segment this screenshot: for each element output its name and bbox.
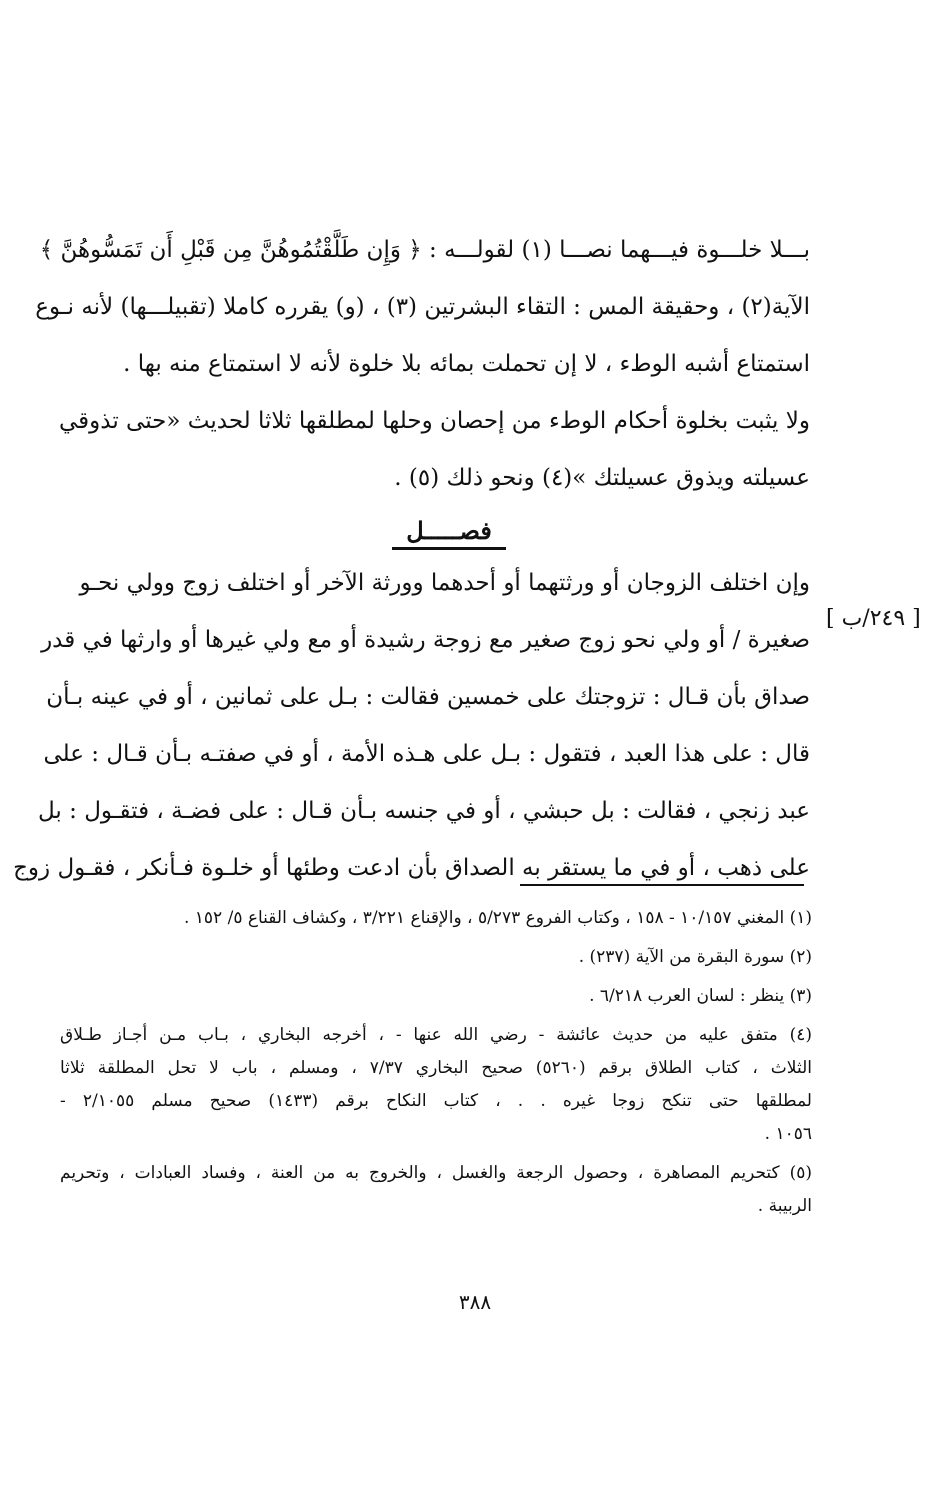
footnote-line: (٢) سورة البقرة من الآية (٢٣٧) . (578, 947, 812, 967)
footnote-line: (٥) كتحريم المصاهرة ، وحصول الرجعة والغسل ، والخروج به من العنة ، وفساد العبادات ، وتحريم (60, 1163, 812, 1183)
text-line: على ذهب ، أو في ما يستقر به الصداق بأن ادعت وطئها أو خلـوة فـأنكر ، فقـول زوج (13, 855, 810, 881)
footnotes (60, 902, 812, 1229)
text-line: صداق بأن قـال : تزوجتك على خمسين فقالت : بـل على ثمانين ، أو في عينه بـأن (46, 684, 810, 710)
text-line: بـــلا خلـــوة فيـــهما نصـــا (١) لقولـــه : ﴿ وَإِن طَلَّقْتُمُوهُنَّ مِن قَبْلِ أَن تَمَسُّوهُنَّ ﴾ (39, 237, 810, 263)
footnote-line: الثلاث ، كتاب الطلاق برقم (٥٢٦٠) صحيح البخاري ٧/٣٧ ، ومسلم ، باب لا تحل المطلقة ثلاثا (60, 1058, 812, 1078)
footnote-line: ١٠٥٦ . (764, 1124, 812, 1144)
footnote-line: الربيبة . (757, 1196, 812, 1216)
footnote (60, 1019, 812, 1151)
section-heading-text: فصـــــل (392, 516, 506, 550)
footnote (60, 902, 812, 935)
footnote (60, 1157, 812, 1223)
section-heading (88, 507, 810, 555)
footnote-line: (١) المغني ١٠/١٥٧ - ١٥٨ ، وكتاب الفروع ٥/٢٧٣ ، والإقناع ٣/٢٢١ ، وكشاف القناع ٥/ ١٥٢ . (183, 908, 812, 928)
manuscript-folio-marker: [ ٢٤٩/ب ] (826, 606, 921, 631)
text-line: قال : على هذا العبد ، فتقول : بـل على هـذه الأمة ، أو في صفتـه بـأن قـال : على (43, 741, 810, 767)
footnote (60, 980, 812, 1013)
text-line: صغيرة / أو ولي نحو زوج صغير مع زوجة رشيدة أو مع ولي غيرها أو وارثها في قدر (41, 627, 810, 653)
footnote-line: (٣) ينظر : لسان العرب ٦/٢١٨ . (589, 986, 812, 1006)
footnote-line: (٤) متفق عليه من حديث عائشة - رضي الله عنها - ، أخرجه البخاري ، بـاب مـن أجـاز طـلاق (60, 1025, 812, 1045)
footnote (60, 941, 812, 974)
text-line: عبد زنجي ، فقالت : بل حبشي ، أو في جنسه بـأن قـال : على فضـة ، فتقـول : بل (38, 798, 810, 824)
footnote-line: لمطلقها حتى تنكح زوجا غيره . . ، كتاب النكاح برقم (١٤٣٣) صحيح مسلم ٢/١٠٥٥ - (60, 1091, 812, 1111)
text-line: ولا يثبت بخلوة أحكام الوطء من إحصان وحلها لمطلقها ثلاثا لحديث «حتى تذوقي (59, 408, 810, 434)
text-line: استمتاع أشبه الوطء ، لا إن تحملت بمائه بلا خلوة لأنه لا استمتاع منه بها . (123, 351, 810, 377)
text-line: عسيلته ويذوق عسيلتك »(٤) ونحو ذلك (٥) . (394, 465, 810, 491)
main-text (13, 222, 810, 897)
footnote-divider (520, 884, 804, 886)
text-line: الآية(٢) ، وحقيقة المس : التقاء البشرتين (٣) ، (و) يقرره كاملا (تقبيلـــها) لأنه نـوع (35, 294, 810, 320)
text-line: وإن اختلف الزوجان أو ورثتهما أو أحدهما وورثة الآخر أو اختلف زوج وولي نحـو (79, 570, 810, 596)
page-number: ٣٨٨ (458, 1290, 492, 1314)
